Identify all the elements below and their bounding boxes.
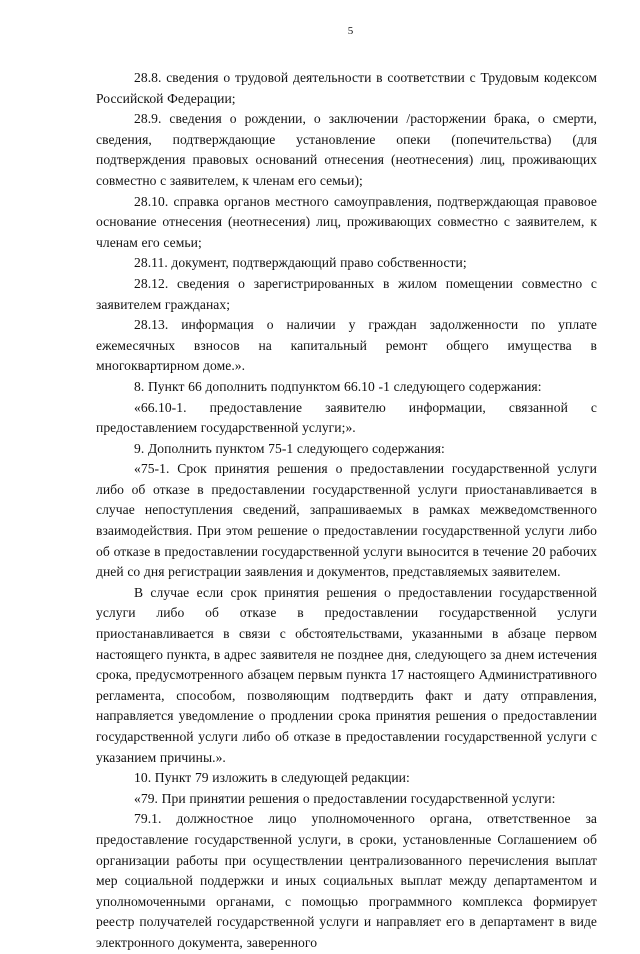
paragraph-28-12: 28.12. сведения о зарегистрированных в жилом помещении совместно с заявителем гражданах; bbox=[96, 275, 597, 312]
page-number: 5 bbox=[347, 25, 354, 37]
paragraph-75-1-continuation: В случае если срок принятия решения о предоставлении государственной услуги либо об отказе в предоставлении государственной услуги приостанавливается в связи с обстоятельствами, указанными в абзаце первом настоящего пункта, в адрес заявителя не позднее дня, следующего за днем истечения срока, предусмотренного абзацем первым пункта 17 настоящего Административного регламента, способом, позволяющим подтвердить факт и дату отправления, направляется уведомление о продлении срока принятия решения о предоставлении государственной услуги либо об отказе в предоставлении государственной услуги с указанием причины.». bbox=[96, 584, 597, 765]
paragraph-28-9: 28.9. сведения о рождении, о заключении /расторжении брака, о смерти, сведения, подтверждающие установление опеки (попечительства) (для подтверждения правовых оснований отнесения (неотнесения) лиц, проживающих совместно с заявителем, к членам его семьи); bbox=[96, 111, 597, 188]
paragraph-79: «79. При принятии решения о предоставлении государственной услуги: bbox=[134, 790, 556, 806]
paragraph-28-11: 28.11. документ, подтверждающий право собственности; bbox=[134, 255, 467, 271]
paragraph-item-9: 9. Дополнить пунктом 75-1 следующего содержания: bbox=[134, 440, 445, 456]
paragraph-28-8: 28.8. сведения о трудовой деятельности в соответствии с Трудовым кодексом Российской Федерации; bbox=[96, 70, 597, 106]
paragraph-item-10: 10. Пункт 79 изложить в следующей редакции: bbox=[134, 770, 410, 786]
paragraph-75-1: «75-1. Срок принятия решения о предоставлении государственной услуги либо об отказе в предоставлении государственной услуги приостанавливается в случае непоступления сведений, запрашиваемых в рамках межведомственного взаимодействия. При этом решение о предоставлении государственной услуги либо об отказе в предоставлении государственной услуги выносится в течение 20 рабочих дней со дня регистрации заявления и документов, представляемых заявителем. bbox=[96, 461, 597, 580]
paragraph-79-1: 79.1. должностное лицо уполномоченного органа, ответственное за предоставление государственной услуги, в сроки, установленные Соглашением об организации работы при осуществлении централизованного перечисления выплат мер социальной поддержки и иных социальных выплат между департаментом и уполномоченными органами, с помощью программного комплекса формирует реестр получателей государственной услуги и направляет его в департамент в виде электронного документа, заверенного bbox=[96, 811, 597, 950]
paragraph-28-10: 28.10. справка органов местного самоуправления, подтверждающая правовое основание отнесения (неотнесения) лиц, проживающих совместно с заявителем, к членам его семьи; bbox=[96, 193, 597, 250]
paragraph-item-8: 8. Пункт 66 дополнить подпунктом 66.10 -1 следующего содержания: bbox=[134, 378, 542, 394]
paragraph-66-10-1: «66.10-1. предоставление заявителю информации, связанной с предоставлением государственной услуги;». bbox=[96, 399, 597, 436]
paragraph-28-13: 28.13. информация о наличии у граждан задолженности по уплате ежемесячных взносов на капитальный ремонт общего имущества в многоквартирном доме.». bbox=[96, 317, 597, 374]
document-page bbox=[96, 24, 597, 954]
